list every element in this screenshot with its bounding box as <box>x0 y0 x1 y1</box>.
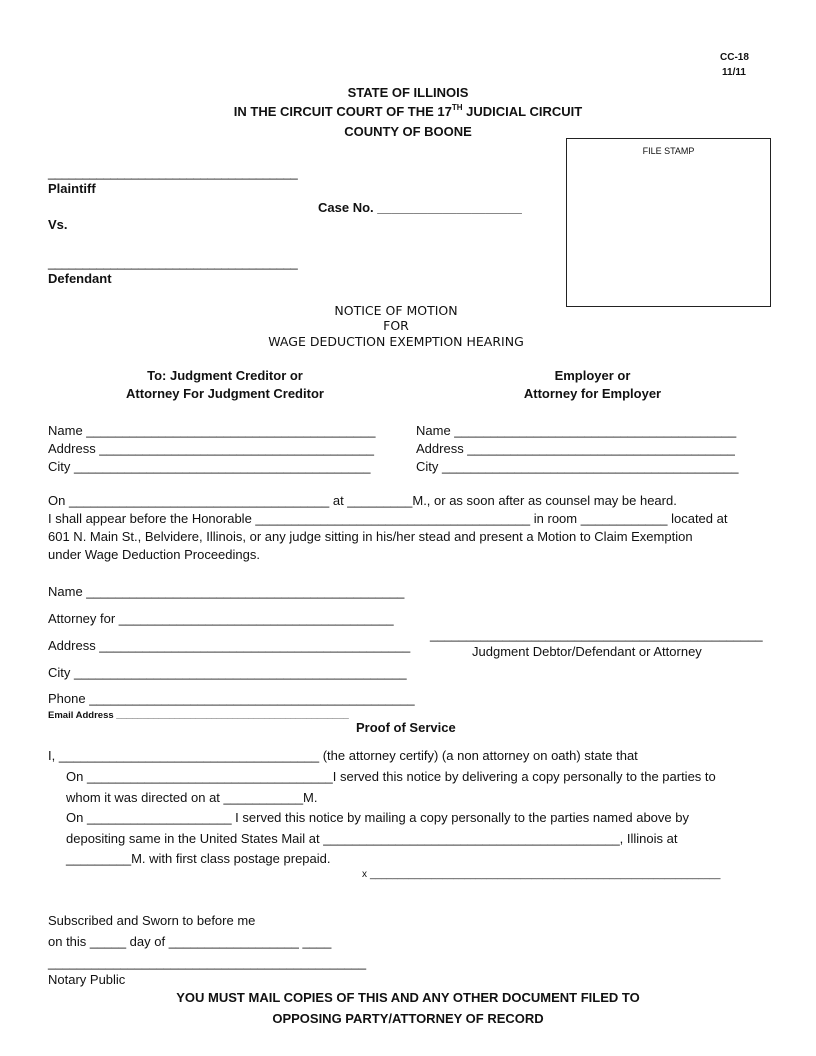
notice-title-line3: WAGE DEDUCTION EXEMPTION HEARING <box>268 334 524 349</box>
defendant-label: Defendant <box>48 271 112 286</box>
proof-line2[interactable]: On __________________________________I served this notice by delivering a copy personally to the parties to <box>66 769 716 784</box>
debtor-signature-line[interactable]: ______________________________________________ <box>430 627 763 642</box>
body-line4: under Wage Deduction Proceedings. <box>48 547 260 562</box>
creditor-name-field[interactable]: Name ________________________________________ <box>48 423 376 438</box>
footer-line2: OPPOSING PARTY/ATTORNEY OF RECORD <box>272 1011 544 1026</box>
body-line3: 601 N. Main St., Belvidere, Illinois, or any judge sitting in his/her stead and present a Motion to Claim Exemption <box>48 529 693 544</box>
notary-signature-line[interactable]: ____________________________________________ <box>48 955 367 970</box>
footer-line1: YOU MUST MAIL COPIES OF THIS AND ANY OTHER DOCUMENT FILED TO <box>176 990 640 1005</box>
recipient-employer-line2: Attorney for Employer <box>523 386 662 401</box>
employer-address-field[interactable]: Address _____________________________________ <box>416 441 735 456</box>
filer-phone-field[interactable]: Phone _____________________________________________ <box>48 691 415 706</box>
heading-court-sup: TH <box>451 103 463 112</box>
filer-address-field[interactable]: Address ___________________________________________ <box>48 638 411 653</box>
filer-attorney-for-field[interactable]: Attorney for ______________________________________ <box>48 611 394 626</box>
recipient-creditor-line1: To: Judgment Creditor or <box>147 368 303 383</box>
proof-line3[interactable]: whom it was directed on at ___________M. <box>66 790 318 805</box>
recipient-creditor-line2: Attorney For Judgment Creditor <box>126 386 324 401</box>
proof-line6[interactable]: _________M. with first class postage prepaid. <box>66 851 331 866</box>
notice-title-line2: FOR <box>383 318 409 333</box>
heading-court-post: JUDICIAL CIRCUIT <box>462 104 583 119</box>
body-line2[interactable]: I shall appear before the Honorable ______________________________________ in room ____________ located at <box>48 511 728 526</box>
proof-title: Proof of Service <box>356 720 456 735</box>
proof-line4[interactable]: On ____________________ I served this notice by mailing a copy personally to the parties named above by <box>66 810 689 825</box>
defendant-line[interactable]: ____________________________________ <box>48 255 298 270</box>
filer-name-field[interactable]: Name ____________________________________________ <box>48 584 405 599</box>
notice-title-line1: NOTICE OF MOTION <box>334 303 458 318</box>
form-revision: 11/11 <box>722 67 746 78</box>
employer-name-field[interactable]: Name _______________________________________ <box>416 423 737 438</box>
filer-email-field[interactable]: Email Address ____________________________________________ <box>48 710 349 721</box>
notary-line1: Subscribed and Sworn to before me <box>48 913 256 928</box>
case-number[interactable]: Case No. ____________________ <box>318 200 522 215</box>
body-line1[interactable]: On ____________________________________ at _________M., or as soon after as counsel may be heard. <box>48 493 677 508</box>
notary-label: Notary Public <box>48 972 126 987</box>
employer-city-field[interactable]: City _________________________________________ <box>416 459 739 474</box>
heading-state: STATE OF ILLINOIS <box>347 85 469 100</box>
notary-line2[interactable]: on this _____ day of __________________ ____ <box>48 934 332 949</box>
creditor-city-field[interactable]: City _________________________________________ <box>48 459 371 474</box>
plaintiff-line[interactable]: ____________________________________ <box>48 165 298 180</box>
debtor-signature-label: Judgment Debtor/Defendant or Attorney <box>472 644 702 659</box>
file-stamp-box <box>566 138 771 307</box>
vs-label: Vs. <box>48 217 68 232</box>
proof-signature-line[interactable]: _______________________________________________________________ <box>370 869 721 880</box>
filer-city-field[interactable]: City ______________________________________________ <box>48 665 407 680</box>
heading-court-pre: IN THE CIRCUIT COURT OF THE 17 <box>233 104 452 119</box>
form-code: CC-18 <box>720 52 749 63</box>
plaintiff-label: Plaintiff <box>48 181 96 196</box>
file-stamp-label: FILE STAMP <box>642 146 695 156</box>
creditor-address-field[interactable]: Address ______________________________________ <box>48 441 375 456</box>
proof-signature-x: x <box>362 869 367 880</box>
heading-county: COUNTY OF BOONE <box>344 124 472 139</box>
proof-line1[interactable]: I, ____________________________________ (the attorney certify) (a non attorney on oath) state that <box>48 748 638 763</box>
heading-court <box>0 103 816 119</box>
proof-line5[interactable]: depositing same in the United States Mail at _________________________________________, Illinois at <box>66 831 678 846</box>
recipient-employer-line1: Employer or <box>554 368 631 383</box>
